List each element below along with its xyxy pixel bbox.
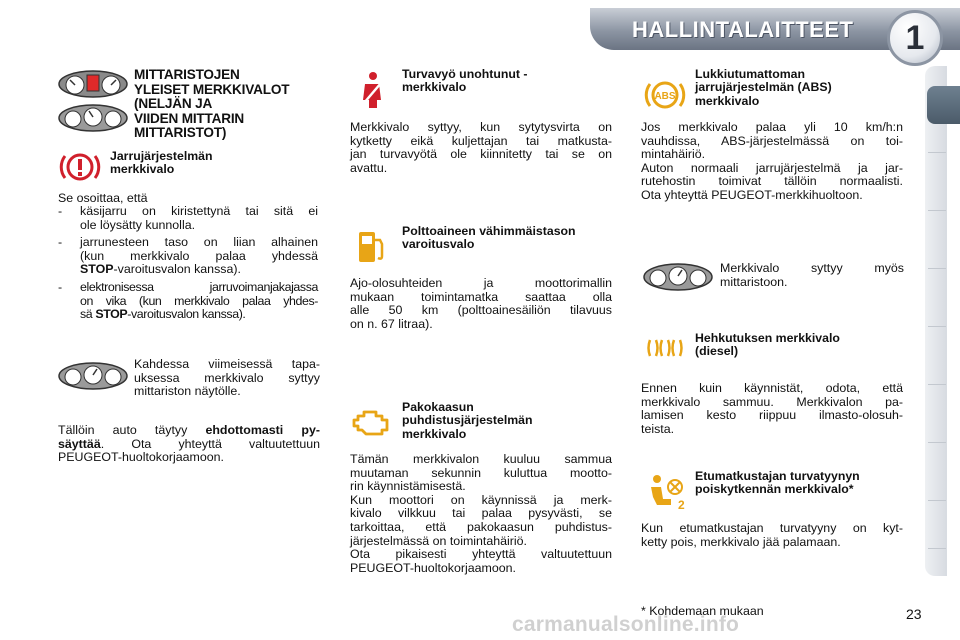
side-tab-divider (928, 152, 946, 153)
airbag-text: Kun etumatkustajan turvatyyny on kyt- ketty pois, merkkivalo jää palamaan. (641, 521, 903, 549)
emission-title: Pakokaasun puhdistusjärjestelmän merkkivalo (402, 400, 533, 441)
side-tab-divider (928, 210, 946, 211)
instrument-cluster-icon (58, 362, 128, 390)
brake-warning-icon (58, 149, 102, 185)
side-tab-divider (928, 384, 946, 385)
abs-warning-icon (643, 77, 687, 113)
page-number: 23 (906, 606, 922, 622)
fuel-pump-icon (356, 226, 386, 266)
glow-plug-text: Ennen kuin käynnistät, odota, että merkkivalo sammuu. Merkkivalon pa- lamisen kesto riippuu ilmasto-olosuh- teista. (641, 381, 903, 436)
page-title: HALLINTALAITTEET (632, 17, 854, 42)
instrument-cluster-red-icon (58, 70, 128, 98)
seatbelt-title: Turvavyö unohtunut - merkkivalo (402, 67, 528, 95)
emission-text: Tämän merkkivalon kuuluu sammua muutaman sekunnin kuluttua mootto- rin käynnistämisestä. Kun moottori on käynnissä ja merk- kivalo vilkkuu tai palaa pysyvästi, se tarkoittaa, että pakokaasun puhdistus- järjestelmässä on toimintahäiriö. Ota pikaisesti yhteyttä valtuutettuun PEUGEOT-huoltokorjaamoon. (350, 452, 612, 575)
section-main-title: MITTARISTOJEN YLEISET MERKKIVALOT (NELJÄN JA VIIDEN MITTARIN MITTARISTOT) (134, 67, 290, 141)
footnote: * Kohdemaan mukaan (641, 604, 764, 618)
cluster-note-1: Kahdessa viimeisessä tapa- uksessa merkkivalo syttyy mittariston näytölle. (134, 357, 320, 399)
seatbelt-icon (355, 70, 389, 112)
watermark: carmanualsonline.info (512, 613, 740, 636)
fuel-title: Polttoaineen vähimmäistason varoitusvalo (402, 224, 576, 252)
side-tab-divider (928, 442, 946, 443)
brake-list-item-3: - elektronisessa jarruvoimanjakajassa on vika (kun merkkivalo palaa yhdes- sä STOP-varoitusvalon kanssa). (58, 280, 318, 322)
side-tab-divider (928, 326, 946, 327)
airbag-title: Etumatkustajan turvatyynyn poiskytkennän merkkivalo* (695, 469, 860, 497)
side-tab-active[interactable] (927, 86, 960, 124)
side-tab-divider (928, 500, 946, 501)
abs-text: Jos merkkivalo palaa yli 10 km/h:n vauhdissa, ABS-järjestelmässä on toi- mintahäiriö. Auton normaali jarrujärjestelmä ja jar- rutehostin toimivat tällöin normaalisti. Ota yhteyttä PEUGEOT-merkkihuoltoon. (641, 120, 903, 202)
glow-plug-title: Hehkutuksen merkkivalo (diesel) (695, 331, 840, 359)
brake-list-item-2: - jarrunesteen taso on liian alhainen (kun merkkivalo palaa yhdessä STOP-varoitusvalon kanssa). (58, 235, 318, 277)
airbag-off-icon (645, 471, 687, 511)
instrument-cluster-icon (643, 263, 713, 291)
brake-warning-title: Jarrujärjestelmän merkkivalo (110, 149, 213, 177)
engine-emission-icon (352, 404, 392, 440)
brake-intro: Se osoittaa, että (58, 191, 148, 205)
stop-instruction: Tällöin auto täytyy ehdottomasti py- säyttää. Ota yhteyttä valtuutettuun PEUGEOT-huoltokorjaamoon. (58, 423, 320, 465)
svg-text:2: 2 (678, 498, 685, 511)
fuel-text: Ajo-olosuhteiden ja moottorimallin mukaan toimintamatka saattaa olla alle 50 km (polttoainesäiliön tilavuus on n. 67 litraa). (350, 276, 612, 331)
abs-title: Lukkiutumattoman jarrujärjestelmän (ABS) merkkivalo (695, 67, 832, 108)
side-tab-divider (928, 268, 946, 269)
chapter-badge: 1 (887, 10, 943, 66)
instrument-cluster-icon (58, 104, 128, 132)
cluster-note-2: Merkkivalo syttyy myös mittaristoon. (720, 261, 904, 289)
seatbelt-text: Merkkivalo syttyy, kun sytytysvirta on kytketty eikä kuljettajan tai matkusta- jan turvavyötä ole kiinnitetty tai se on avattu. (350, 120, 612, 175)
svg-text:ABS: ABS (654, 91, 676, 102)
side-tab-divider (928, 548, 946, 549)
glow-plug-icon (646, 336, 688, 360)
brake-list-item-1: - käsijarru on kiristettynä tai sitä ei ole löysätty kunnolla. (58, 204, 318, 232)
